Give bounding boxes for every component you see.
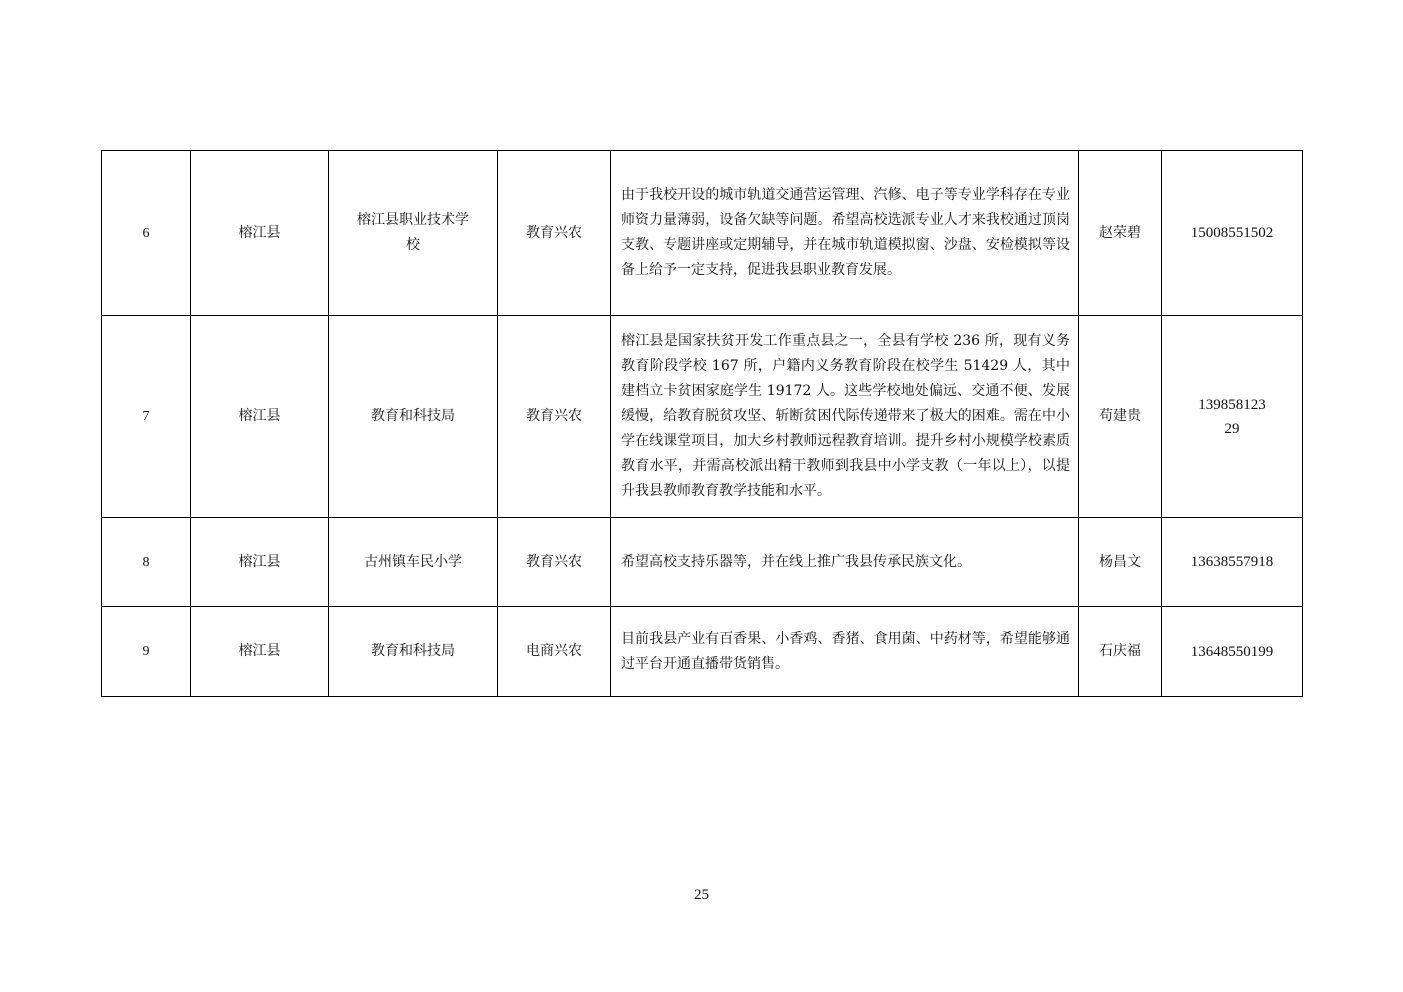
- county-cell: 榕江县: [191, 151, 329, 316]
- description-cell: 希望高校支持乐器等，并在线上推广我县传承民族文化。: [611, 518, 1079, 607]
- phone-cell: 15008551502: [1162, 151, 1303, 316]
- row-number: 9: [102, 607, 191, 697]
- phone-cell: 139858123 29: [1162, 316, 1303, 518]
- row-number: 8: [102, 518, 191, 607]
- row-number: 7: [102, 316, 191, 518]
- category-cell: 电商兴农: [498, 607, 611, 697]
- unit-cell: 教育和科技局: [329, 316, 498, 518]
- unit-cell: 古州镇车民小学: [329, 518, 498, 607]
- row-number: 6: [102, 151, 191, 316]
- description-cell: 榕江县是国家扶贫开发工作重点县之一，全县有学校 236 所，现有义务教育阶段学校 167 所，户籍内义务教育阶段在校学生 51429 人，其中建档立卡贫困家庭学生 19172 人。这些学校地处偏远、交通不便、发展缓慢，给教育脱贫攻坚、斩断贫困代际传递带来了极大的困难。需在中小学在线课堂项目，加大乡村教师远程教育培训。提升乡村小规模学校素质教育水平，并需高校派出精干教师到我县中小学支教（一年以上），以提升我县教师教育教学技能和水平。: [611, 316, 1079, 518]
- description-cell: 目前我县产业有百香果、小香鸡、香猪、食用菌、中药材等，希望能够通过平台开通直播带货销售。: [611, 607, 1079, 697]
- page-number: 25: [694, 887, 709, 903]
- county-cell: 榕江县: [191, 607, 329, 697]
- category-cell: 教育兴农: [498, 151, 611, 316]
- phone-cell: 13648550199: [1162, 607, 1303, 697]
- contact-cell: 赵荣碧: [1079, 151, 1162, 316]
- county-cell: 榕江县: [191, 518, 329, 607]
- unit-cell: 榕江县职业技术学 校: [329, 151, 498, 316]
- table-row: [102, 518, 1303, 607]
- county-cell: 榕江县: [191, 316, 329, 518]
- contact-cell: 苟建贵: [1079, 316, 1162, 518]
- contact-cell: 杨昌文: [1079, 518, 1162, 607]
- table-row: [102, 316, 1303, 518]
- table-row: [102, 151, 1303, 316]
- table-row: [102, 607, 1303, 697]
- phone-cell: 13638557918: [1162, 518, 1303, 607]
- info-table: [101, 150, 1303, 697]
- category-cell: 教育兴农: [498, 518, 611, 607]
- category-cell: 教育兴农: [498, 316, 611, 518]
- description-cell: 由于我校开设的城市轨道交通营运管理、汽修、电子等专业学科存在专业师资力量薄弱，设备欠缺等问题。希望高校选派专业人才来我校通过顶岗支教、专题讲座或定期辅导，并在城市轨道模拟窗、沙盘、安检模拟等设备上给予一定支持，促进我县职业教育发展。: [611, 151, 1079, 316]
- unit-cell: 教育和科技局: [329, 607, 498, 697]
- contact-cell: 石庆福: [1079, 607, 1162, 697]
